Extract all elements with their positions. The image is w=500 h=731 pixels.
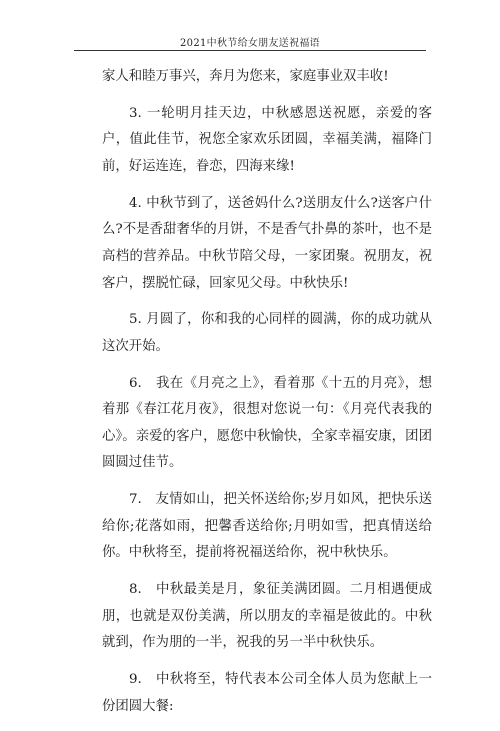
paragraph-item-6: 6. 我在《月亮之上》，看着那《十五的月亮》，想着那《春江花月夜》，很想对您说一句：《月亮代表我的心》。亲爱的客户，愿您中秋愉快，全家幸福安康，团团圆圆过佳节。 [102, 375, 432, 471]
page-header-title: 2021中秋节给女朋友送祝福语 [180, 38, 320, 49]
header-divider [74, 50, 426, 51]
paragraph-item-8: 8. 中秋最美是月，象征美满团圆。二月相遇便成朋，也就是双份美满，所以朋友的幸福是彼此的。中秋就到，作为朋的一半，祝我的另一半中秋快乐。 [102, 582, 432, 651]
paragraph-item-4: 4. 中秋节到了，送爸妈什么?送朋友什么?送客户什么?不是香甜奢华的月饼，不是香气扑鼻的茶叶，也不是高档的营养品。中秋节陪父母，一家团聚。祝朋友，祝客户，摆脱忙碌，回家见父母。中秋快乐! [102, 195, 432, 291]
paragraph-item-3: 3. 一轮明月挂天边，中秋感恩送祝愿，亲爱的客户，值此佳节，祝您全家欢乐团圆，幸福美满，福降门前，好运连连，眷恋，四海来缘! [102, 105, 432, 174]
paragraph-continuation: 家人和睦万事兴，奔月为您来，家庭事业双丰收! [102, 69, 389, 84]
paragraph-item-9: 9. 中秋将至，特代表本公司全体人员为您献上一份团圆大餐: [102, 672, 432, 714]
document-body [102, 64, 432, 731]
paragraph-item-7: 7. 友情如山，把关怀送给你;岁月如风，把快乐送给你;花落如雨，把馨香送给你;月明如雪，把真情送给你。中秋将至，提前将祝福送给你，祝中秋快乐。 [102, 492, 432, 561]
paragraph-item-5: 5. 月圆了，你和我的心同样的圆满，你的成功就从这次开始。 [102, 312, 432, 354]
